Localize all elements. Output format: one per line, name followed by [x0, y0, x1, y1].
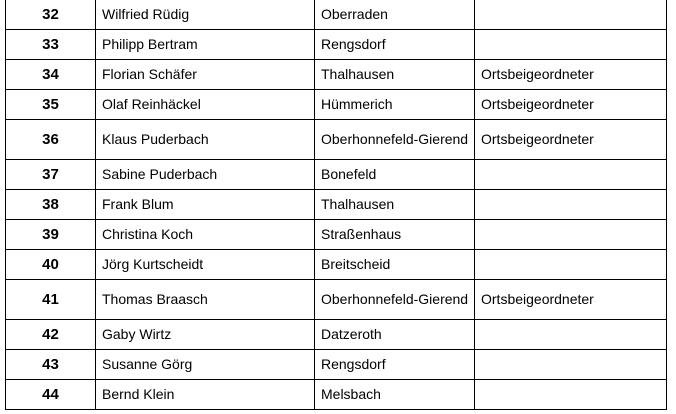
row-role — [475, 190, 667, 220]
candidate-table-container — [5, 0, 666, 410]
row-place: Straßenhaus — [315, 220, 475, 250]
row-role: Ortsbeigeordneter — [475, 60, 667, 90]
row-name: Gaby Wirtz — [96, 320, 315, 350]
row-number: 34 — [6, 60, 96, 90]
row-role: Ortsbeigeordneter — [475, 120, 667, 160]
table-row — [6, 90, 667, 120]
row-number: 33 — [6, 30, 96, 60]
row-role — [475, 30, 667, 60]
row-place: Melsbach — [315, 380, 475, 410]
table-row — [6, 280, 667, 320]
row-place: Hümmerich — [315, 90, 475, 120]
row-name: Olaf Reinhäckel — [96, 90, 315, 120]
row-role — [475, 220, 667, 250]
table-row — [6, 380, 667, 410]
row-name: Sabine Puderbach — [96, 160, 315, 190]
row-number: 42 — [6, 320, 96, 350]
row-name: Frank Blum — [96, 190, 315, 220]
row-name: Florian Schäfer — [96, 60, 315, 90]
row-place: Thalhausen — [315, 60, 475, 90]
row-role: Ortsbeigeordneter — [475, 280, 667, 320]
row-name: Bernd Klein — [96, 380, 315, 410]
row-place: Oberraden — [315, 0, 475, 30]
row-role — [475, 160, 667, 190]
row-name: Susanne Görg — [96, 350, 315, 380]
row-role — [475, 350, 667, 380]
row-place: Oberhonnefeld-Gierend — [315, 120, 475, 160]
table-row — [6, 250, 667, 280]
row-number: 38 — [6, 190, 96, 220]
row-number: 37 — [6, 160, 96, 190]
table-row — [6, 60, 667, 90]
candidate-table — [5, 0, 667, 410]
row-place: Rengsdorf — [315, 350, 475, 380]
table-row — [6, 350, 667, 380]
table-row — [6, 0, 667, 30]
row-place: Oberhonnefeld-Gierend — [315, 280, 475, 320]
row-number: 43 — [6, 350, 96, 380]
table-row — [6, 220, 667, 250]
row-number: 39 — [6, 220, 96, 250]
row-number: 35 — [6, 90, 96, 120]
table-row — [6, 320, 667, 350]
row-number: 40 — [6, 250, 96, 280]
row-place: Rengsdorf — [315, 30, 475, 60]
table-row — [6, 160, 667, 190]
row-name: Philipp Bertram — [96, 30, 315, 60]
row-number: 44 — [6, 380, 96, 410]
row-number: 32 — [6, 0, 96, 30]
table-row — [6, 120, 667, 160]
row-role — [475, 250, 667, 280]
table-row — [6, 190, 667, 220]
row-role: Ortsbeigeordneter — [475, 90, 667, 120]
row-place: Thalhausen — [315, 190, 475, 220]
row-role — [475, 0, 667, 30]
row-name: Jörg Kurtscheidt — [96, 250, 315, 280]
row-name: Christina Koch — [96, 220, 315, 250]
table-row — [6, 30, 667, 60]
row-role — [475, 320, 667, 350]
row-name: Klaus Puderbach — [96, 120, 315, 160]
row-role — [475, 380, 667, 410]
row-name: Wilfried Rüdig — [96, 0, 315, 30]
row-place: Breitscheid — [315, 250, 475, 280]
row-number: 41 — [6, 280, 96, 320]
row-name: Thomas Braasch — [96, 280, 315, 320]
row-place: Datzeroth — [315, 320, 475, 350]
row-number: 36 — [6, 120, 96, 160]
row-place: Bonefeld — [315, 160, 475, 190]
